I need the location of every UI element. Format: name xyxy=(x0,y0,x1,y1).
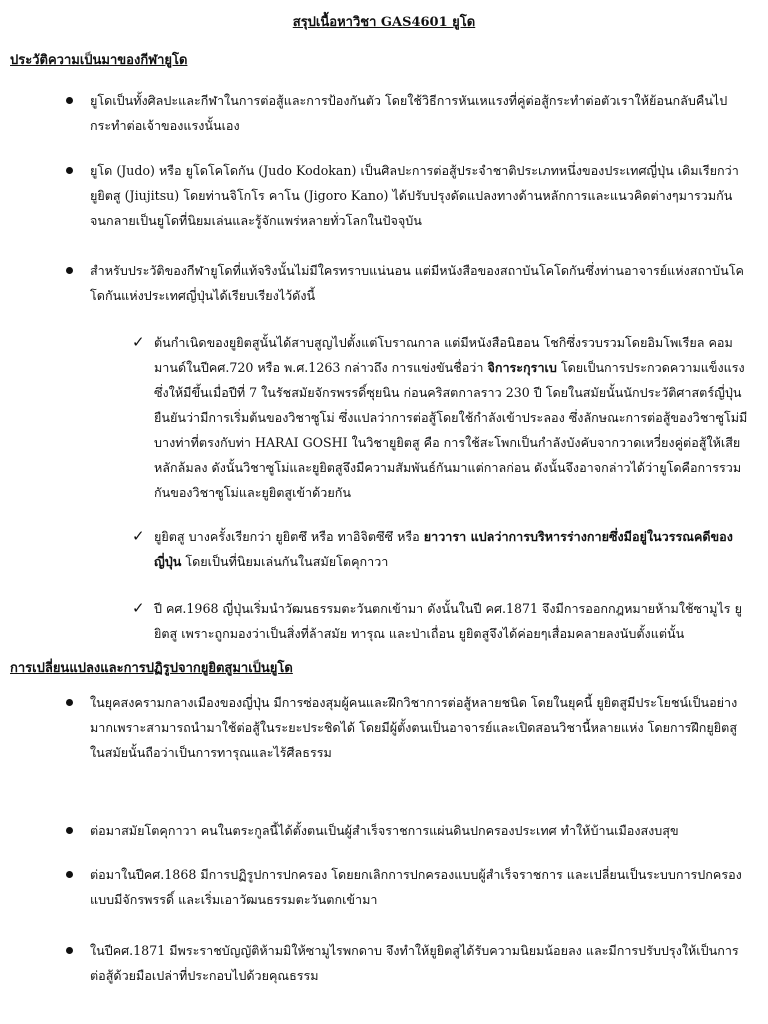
sub-list-item xyxy=(132,524,752,574)
list-item xyxy=(66,818,748,843)
bullet-text: ในยุคสงครามกลางเมืองของญี่ปุ่น มีการซ่องสุมผู้คนและฝึกวิชาการต่อสู้หลายชนิด โดยในยุคนี้ ยูยิตสูมีประโยชน์เป็นอย่างมากเพราะสามารถนำมาใช้ต่อสู้ในระยะประชิดได้ โดยมีผู้ตั้งตนเป็นอาจารย์และเปิดสอนวิชานี้หลายแห่ง โดยการฝึกยูยิตสูในสมัยนั้นถือว่าเป็นการทารุณและไร้ศีลธรรม xyxy=(90,695,738,760)
bullet-icon xyxy=(66,167,73,174)
list-item xyxy=(66,862,748,912)
checkmark-icon: ✓ xyxy=(132,527,145,545)
bullet-text: สำหรับประวัติของกีฬายูโดที่แท้จริงนั้นไม่มีใครทราบแน่นอน แต่มีหนังสือของสถาบันโคโดกันซึ่งท่านอาจารย์แห่งสถาบันโคโดกันแห่งประเทศญี่ปุ่นได้เรียบเรียงไว้ดังนี้ xyxy=(90,263,744,303)
bullet-text: ยูโด (Judo) หรือ ยูโดโคโดกัน (Judo Kodokan) เป็นศิลปะการต่อสู้ประจำชาติประเภทหนึ่งของประเทศญี่ปุ่น เดิมเรียกว่า ยูยิตสู (Jiujitsu) โดยท่านจิโกโร คาโน (Jigoro Kano) ได้ปรับปรุงดัดแปลงทางด้านหลักการและแนวคิดต่างๆมารวมกัน จนกลายเป็นยูโดที่นิยมเล่นและรู้จักแพร่หลายทั่วโลกในปัจจุบัน xyxy=(90,163,739,228)
list-item xyxy=(66,88,748,138)
bullet-icon xyxy=(66,267,73,274)
list-item xyxy=(66,158,748,233)
section-heading-history: ประวัติความเป็นมาของกีฬายูโด xyxy=(10,53,188,68)
bullet-text: ยูโดเป็นทั้งศิลปะและกีฬาในการต่อสู้และการป้องกันตัว โดยใช้วิธีการหันเหแรงที่คู่ต่อสู้กระทำต่อตัวเราให้ย้อนกลับคืนไปกระทำต่อเจ้าของแรงนั้นเอง xyxy=(90,93,728,133)
sub-item-text: ต้นกำเนิดของยูยิตสูนั้นได้สาบสูญไปตั้งแต่โบราณกาล แต่มีหนังสือนิฮอน โชกิซึ่งรวบรวมโดยอิมโพเรียล คอมมานด์ในปีคศ.720 หรือ พ.ศ.1263 กล่าวถึง การแข่งขันชื่อว่า จิการะกุราเบ โดยเป็นการประกวดความแข็งแรงซึ่งให้มีขึ้นเมื่อปีที่ 7 ในรัชสมัยจักรพรรดิ์ซุยนิน ก่อนคริสตกาลราว 230 ปี โดยในสมัยนั้นนักประวัติศาสตร์ญี่ปุ่นยืนยันว่ามีการเริ่มต้นของวิชาซูโม่ ซึ่งแปลว่าการต่อสู้โดยใช้กำลังเข้าประลอง ซึ่งลักษณะการต่อสู้ของวิชาซูโม่มีบางท่าที่ตรงกับท่า HARAI GOSHI ในวิชายูยิตสู คือ การใช้สะโพกเป็นกำลังบังคับจากวาดเหวี่ยงคู่ต่อสู้ให้เสียหลักล้มลง ดังนั้นวิชาซูโม่และยูยิตสูจึงมีความสัมพันธ์กันมาแต่กาลก่อน ดังนั้นจึงอาจกล่าวได้ว่ายูโดคือการรวมกันของวิชาซูโม่และยูยิตสูเข้าด้วยกัน xyxy=(154,335,748,500)
section-heading-reform: การเปลี่ยนแปลงและการปฏิรูปจากยูยิตสูมาเป็นยูโด xyxy=(10,661,293,676)
sub-list-item xyxy=(132,596,752,646)
sub-list-item xyxy=(132,330,752,505)
bullet-icon xyxy=(66,947,73,954)
bullet-icon xyxy=(66,871,73,878)
list-item xyxy=(66,258,748,308)
list-item xyxy=(66,938,748,988)
bullet-icon xyxy=(66,827,73,834)
sub-item-text: ปี คศ.1968 ญี่ปุ่นเริ่มนำวัฒนธรรมตะวันตกเข้ามา ดังนั้นในปี คศ.1871 จึงมีการออกกฎหมายห้ามใช้ซามูไร ยูยิตสู เพราะถูกมองว่าเป็นสิ่งที่ล้าสมัย ทารุณ และป่าเถื่อน ยูยิตสูจึงได้ค่อยๆเสื่อมคลายลงนับตั้งแต่นั้น xyxy=(154,601,742,641)
bullet-icon xyxy=(66,97,73,104)
bullet-text: ต่อมาในปีคศ.1868 มีการปฏิรูปการปกครอง โดยยกเลิกการปกครองแบบผู้สำเร็จราชการ และเปลี่ยนเป็นระบบการปกครองแบบมีจักรพรรดิ์ และเริ่มเอาวัฒนธรรมตะวันตกเข้ามา xyxy=(90,867,742,907)
bullet-text: ต่อมาสมัยโตคุกาวา คนในตระกูลนี้ได้ตั้งตนเป็นผู้สำเร็จราชการแผ่นดินปกครองประเทศ ทำให้บ้านเมืองสงบสุข xyxy=(90,823,679,838)
sub-item-text: ยูยิตสู บางครั้งเรียกว่า ยูยิตซึ หรือ ทาอิจิตซึซึ หรือ ยาวารา แปลว่าการบริหารร่างกายซึ่งมีอยู่ในวรรณคดีของญี่ปุ่น โดยเป็นที่นิยมเล่นกันในสมัยโตคุกาวา xyxy=(154,529,733,569)
bullet-text: ในปีคศ.1871 มีพระราชบัญญัติห้ามมิให้ซามูไรพกดาบ จึงทำให้ยูยิตสูได้รับความนิยมน้อยลง และมีการปรับปรุงให้เป็นการต่อสู้ด้วยมือเปล่าที่ประกอบไปด้วยคุณธรรม xyxy=(90,943,739,983)
document-title: สรุปเนื้อหาวิชา GAS4601 ยูโด xyxy=(292,15,476,30)
checkmark-icon: ✓ xyxy=(132,599,145,617)
list-item xyxy=(66,690,748,765)
checkmark-icon: ✓ xyxy=(132,333,145,351)
bullet-icon xyxy=(66,699,73,706)
